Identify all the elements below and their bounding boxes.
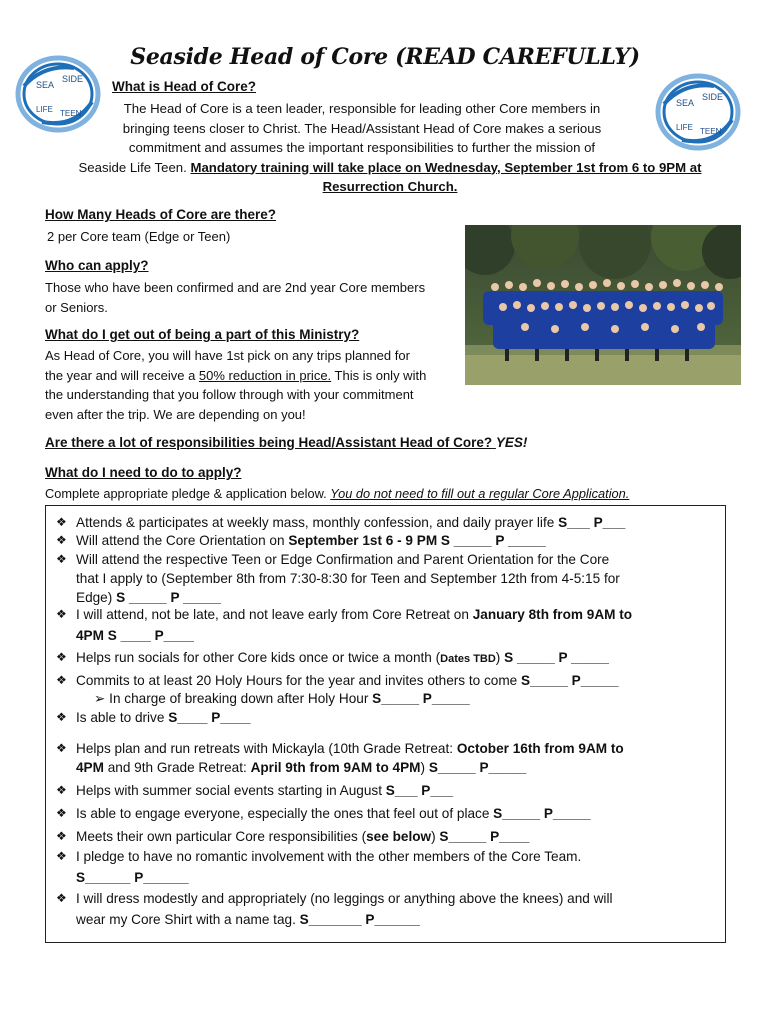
logo-text-sea: SEA <box>36 80 55 90</box>
signature-blanks[interactable]: S_____ P_____ <box>493 806 591 821</box>
signature-blanks[interactable]: S___ P___ <box>385 783 454 798</box>
retreat-date: January 8th from 9AM to <box>472 607 633 622</box>
signature-blanks[interactable]: S____ P____ <box>168 710 251 725</box>
pledge-text: and 9th Grade Retreat: <box>103 760 251 775</box>
signature-blanks[interactable]: S _____ P _____ <box>504 650 609 665</box>
logo-text-life: LIFE <box>36 105 53 114</box>
retreat-date: April 9th from 9AM to 4PM <box>250 760 421 775</box>
pledge-text: I pledge to have no romantic involvement with the other members of the Core Team. <box>76 849 582 864</box>
intro-paragraph <box>58 99 722 197</box>
signature-blanks[interactable]: S_____ P_____ <box>372 691 470 706</box>
training-notice: Mandatory training will take place on Wednesday, September 1st from 6 to 9PM at <box>190 159 702 175</box>
heading-who-can-apply: Who can apply? <box>45 258 149 273</box>
dates-tbd: Dates TBD <box>440 653 496 665</box>
logo-text-life: LIFE <box>676 123 693 132</box>
signature-blanks[interactable]: S___ P___ <box>558 515 626 530</box>
arrow-bullet-icon: ➢ <box>94 691 106 706</box>
heading-benefits: What do I get out of being a part of this Ministry? <box>45 327 360 342</box>
signature-blanks[interactable]: S_____ P_____ <box>428 760 527 775</box>
pledge-item <box>56 708 716 727</box>
how-many-text: 2 per Core team (Edge or Teen) <box>47 229 231 244</box>
pledge-text: Commits to at least 20 Holy Hours for the year and invites others to come <box>76 673 522 688</box>
logo-text-teen: TEEN <box>700 127 722 136</box>
intro-line <box>58 158 722 178</box>
benefit-line <box>45 366 426 386</box>
pledge-text: ) <box>420 760 429 775</box>
pledge-item <box>56 531 716 550</box>
pledge-text: I will dress modestly and appropriately (no leggings or anything above the knees) and will <box>76 891 613 906</box>
diamond-bullet-icon: ❖ <box>56 515 67 529</box>
intro-line: commitment and assumes the important responsibilities to further the mission of <box>128 140 596 155</box>
pledge-item <box>56 513 716 532</box>
pledge-item <box>56 781 716 800</box>
pledge-text: ) <box>495 650 505 665</box>
signature-blanks[interactable]: S______ P______ <box>76 870 189 885</box>
pledge-text: Will attend the respective Teen or Edge Confirmation and Parent Orientation for the Core <box>76 552 610 567</box>
apply-note: You do not need to fill out a regular Core Application. <box>330 486 630 501</box>
logo-text-side: SIDE <box>702 92 724 102</box>
diamond-bullet-icon: ❖ <box>56 710 67 724</box>
responsibilities-question: Are there a lot of responsibilities being Head/Assistant Head of Core? <box>45 435 493 450</box>
pledge-text: Is able to drive <box>76 710 169 725</box>
diamond-bullet-icon: ❖ <box>56 673 67 687</box>
diamond-bullet-icon: ❖ <box>56 891 67 905</box>
pledge-box <box>45 505 726 943</box>
pledge-item <box>56 671 716 690</box>
pledge-item <box>56 827 716 846</box>
who-line: or Seniors. <box>45 299 108 315</box>
pledge-text: Attends & participates at weekly mass, monthly confession, and daily prayer life <box>76 515 559 530</box>
pledge-text: Helps with summer social events starting in August <box>76 783 386 798</box>
training-location: Resurrection Church. <box>322 179 458 194</box>
logo-text-sea: SEA <box>676 98 695 108</box>
diamond-bullet-icon: ❖ <box>56 849 67 863</box>
signature-blanks[interactable]: S_____ P_____ <box>521 673 619 688</box>
pledge-item <box>56 739 716 777</box>
who-text <box>45 278 425 317</box>
pledge-item <box>56 847 716 887</box>
diamond-bullet-icon: ❖ <box>56 806 67 820</box>
diamond-bullet-icon: ❖ <box>56 533 67 547</box>
pledge-item <box>56 605 716 645</box>
pledge-text: Will attend the Core Orientation on <box>76 533 289 548</box>
discount-text: 50% reduction in price. <box>198 367 332 383</box>
pledge-subitem <box>76 689 716 708</box>
benefit-line: As Head of Core, you will have 1st pick on any trips planned for <box>45 348 410 363</box>
intro-plain: Seaside Life Teen. <box>78 159 187 175</box>
page-title: Seaside Head of Core (READ CAREFULLY) <box>130 44 640 70</box>
logo-text-side: SIDE <box>62 74 84 84</box>
benefit-text-part: the year and will receive a <box>45 367 199 383</box>
heading-what-is-head-of-core: What is Head of Core? <box>112 79 257 94</box>
pledge-text: Is able to engage everyone, especially the ones that feel out of place <box>76 806 494 821</box>
intro-line: bringing teens closer to Christ. The Head/Assistant Head of Core makes a serious <box>122 120 602 136</box>
diamond-bullet-icon: ❖ <box>56 783 67 797</box>
diamond-bullet-icon: ❖ <box>56 829 67 843</box>
see-below: see below <box>366 829 432 844</box>
retreat-date: 4PM <box>76 760 104 775</box>
heading-how-many: How Many Heads of Core are there? <box>45 207 277 222</box>
intro-line: The Head of Core is a teen leader, responsible for leading other Core members in <box>123 101 601 116</box>
pledge-item <box>56 889 716 929</box>
heading-how-to-apply: What do I need to do to apply? <box>45 465 242 480</box>
benefit-line: the understanding that you follow through with your commitment <box>45 387 414 402</box>
pledge-text: Edge) <box>76 590 117 605</box>
signature-blanks[interactable]: S_____ P____ <box>439 829 530 844</box>
pledge-text: wear my Core Shirt with a name tag. <box>76 912 300 927</box>
apply-instruction: Complete appropriate pledge & application below. <box>45 486 327 501</box>
benefit-text <box>45 346 426 424</box>
pledge-item <box>56 648 716 669</box>
signature-blanks[interactable]: S _____ P _____ <box>116 590 221 605</box>
who-line: Those who have been confirmed and are 2nd year Core members <box>45 280 426 295</box>
apply-text <box>45 484 629 504</box>
signature-blanks[interactable]: September 1st 6 - 9 PM S _____ P _____ <box>288 533 546 548</box>
diamond-bullet-icon: ❖ <box>56 552 67 566</box>
group-photo <box>465 225 741 385</box>
diamond-bullet-icon: ❖ <box>56 607 67 621</box>
pledge-text: I will attend, not be late, and not leave early from Core Retreat on <box>76 607 473 622</box>
logo-text-teen: TEEN <box>60 109 82 118</box>
intro-line <box>58 177 722 197</box>
pledge-text: Helps run socials for other Core kids once or twice a month ( <box>76 650 441 665</box>
pledge-text: that I apply to (September 8th from 7:30-8:30 for Teen and September 12th from 4-5:15 for <box>76 571 620 586</box>
benefit-line: even after the trip. We are depending on you! <box>45 406 306 422</box>
diamond-bullet-icon: ❖ <box>56 650 67 664</box>
pledge-text: Meets their own particular Core responsibilities ( <box>76 829 367 844</box>
pledge-text: In charge of breaking down after Holy Hour <box>109 691 373 706</box>
pledge-text: ) <box>431 829 440 844</box>
diamond-bullet-icon: ❖ <box>56 741 67 755</box>
pledge-text: Helps plan and run retreats with Mickayla (10th Grade Retreat: <box>76 741 457 756</box>
pledge-item <box>56 550 716 607</box>
signature-blanks[interactable]: S_______ P______ <box>299 912 420 927</box>
signature-blanks[interactable]: 4PM S ____ P____ <box>76 628 194 643</box>
responsibilities-answer: YES! <box>495 435 528 450</box>
retreat-date: October 16th from 9AM to <box>456 741 624 756</box>
heading-responsibilities <box>45 435 527 450</box>
benefit-text-part: This is only with <box>331 367 427 383</box>
pledge-item <box>56 804 716 823</box>
